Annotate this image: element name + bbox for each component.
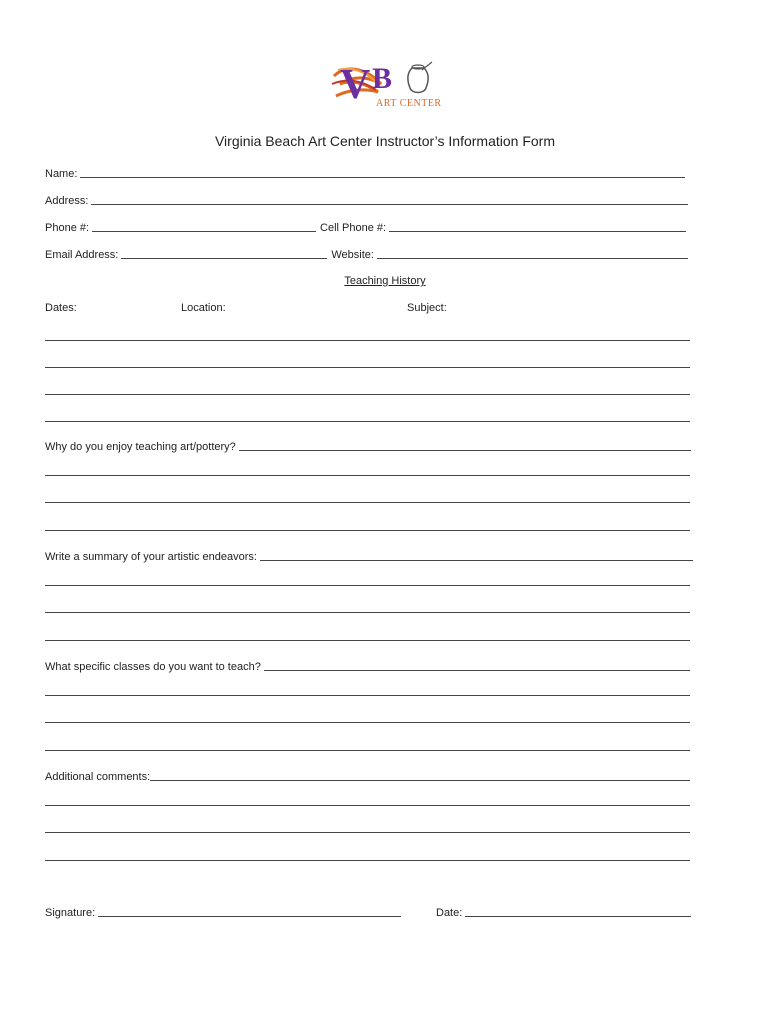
logo-letter-b: B <box>372 62 393 95</box>
signature-field[interactable] <box>98 906 401 917</box>
summary-line-3[interactable] <box>45 640 690 641</box>
address-label: Address: <box>45 195 89 207</box>
summary-line-2[interactable] <box>45 612 690 613</box>
summary-row <box>45 547 693 563</box>
phone-row <box>45 218 686 234</box>
summary-line-1[interactable] <box>45 585 690 586</box>
signature-label: Signature: <box>45 907 96 919</box>
signature-row <box>45 903 401 919</box>
email-row <box>45 245 688 261</box>
phone-label: Phone #: <box>45 222 90 234</box>
summary-field[interactable] <box>260 550 693 561</box>
why-enjoy-line-2[interactable] <box>45 502 690 503</box>
comments-row <box>45 767 690 783</box>
why-enjoy-row <box>45 437 691 453</box>
form-title: Virginia Beach Art Center Instructor’s Information Form <box>214 133 556 149</box>
website-field[interactable] <box>377 248 688 259</box>
date-label: Date: <box>436 907 463 919</box>
comments-line-3[interactable] <box>45 860 690 861</box>
history-line-2[interactable] <box>45 367 690 368</box>
classes-line-2[interactable] <box>45 722 690 723</box>
comments-line-2[interactable] <box>45 832 690 833</box>
name-label: Name: <box>45 168 78 180</box>
comments-field[interactable] <box>150 770 690 781</box>
why-enjoy-field[interactable] <box>239 440 691 451</box>
website-label: Website: <box>331 249 374 261</box>
location-column-label: Location: <box>181 302 226 314</box>
comments-label: Additional comments: <box>45 771 151 783</box>
address-row <box>45 191 688 207</box>
address-field[interactable] <box>91 194 688 205</box>
date-row <box>436 903 691 919</box>
classes-label: What specific classes do you want to teach? <box>45 661 261 673</box>
history-line-3[interactable] <box>45 394 690 395</box>
why-enjoy-line-3[interactable] <box>45 530 690 531</box>
classes-line-1[interactable] <box>45 695 690 696</box>
why-enjoy-label: Why do you enjoy teaching art/pottery? <box>45 441 236 453</box>
name-field[interactable] <box>80 167 685 178</box>
classes-line-3[interactable] <box>45 750 690 751</box>
classes-row <box>45 657 690 673</box>
cell-phone-field[interactable] <box>389 221 686 232</box>
phone-field[interactable] <box>92 221 316 232</box>
history-line-1[interactable] <box>45 340 690 341</box>
dates-column-label: Dates: <box>45 302 77 314</box>
history-line-4[interactable] <box>45 421 690 422</box>
classes-field[interactable] <box>264 660 690 671</box>
subject-column-label: Subject: <box>407 302 447 314</box>
teaching-history-heading: Teaching History <box>344 275 426 287</box>
logo-subtitle: ART CENTER <box>376 98 442 109</box>
name-row <box>45 164 685 180</box>
why-enjoy-line-1[interactable] <box>45 475 690 476</box>
summary-label: Write a summary of your artistic endeavors: <box>45 551 257 563</box>
cell-phone-label: Cell Phone #: <box>320 222 387 234</box>
logo-letter-v: V <box>340 62 371 108</box>
comments-line-1[interactable] <box>45 805 690 806</box>
email-label: Email Address: <box>45 249 119 261</box>
email-field[interactable] <box>121 248 327 259</box>
date-field[interactable] <box>465 906 691 917</box>
